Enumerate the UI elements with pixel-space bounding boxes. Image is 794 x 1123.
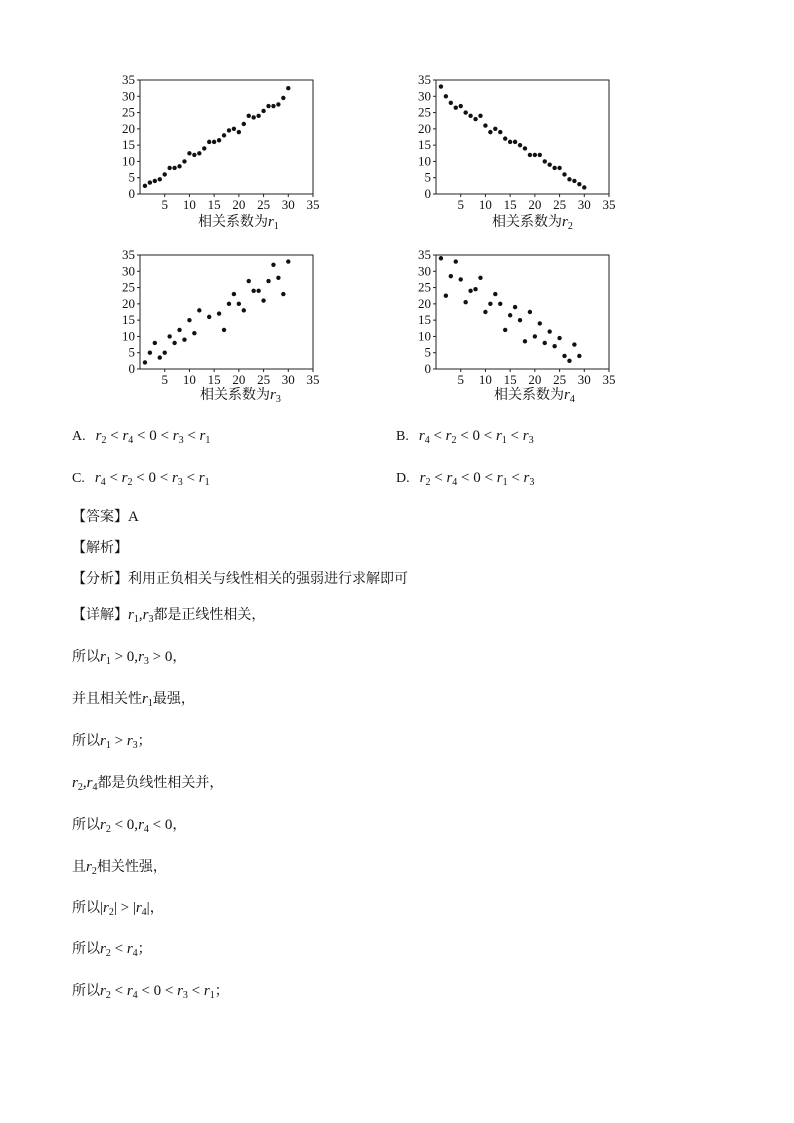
option-a[interactable]: A. $r_2 < r_4 < 0 < r_3 < r_1$ — [72, 428, 211, 446]
scatter-plot-r4 — [400, 245, 660, 385]
data-point — [543, 159, 547, 163]
data-point — [217, 311, 221, 315]
x-tick-label: 10 — [478, 197, 492, 212]
y-tick-label: 0 — [424, 361, 431, 376]
y-tick-label: 35 — [418, 247, 431, 262]
y-tick-label: 25 — [122, 279, 135, 295]
var-r4: r — [418, 428, 425, 444]
x-tick-label: 15 — [207, 197, 221, 212]
data-point — [158, 177, 162, 181]
data-point — [242, 308, 246, 312]
detail-line-10: 所以$r_2 < r_4 < 0 < r_3 < r_1$； — [72, 983, 229, 1001]
caption-r4: 相关系数为$r_4$ — [494, 387, 575, 405]
y-tick-label: 15 — [122, 312, 135, 328]
data-point — [449, 274, 453, 278]
data-point — [513, 140, 517, 144]
data-point — [498, 130, 502, 134]
data-point — [567, 177, 571, 181]
x-tick-label: 10 — [182, 372, 196, 387]
var-r3: r — [523, 470, 530, 486]
var-r4: r — [122, 428, 129, 444]
data-point — [552, 344, 556, 348]
y-tick-label: 25 — [122, 104, 135, 120]
data-point — [473, 117, 477, 121]
data-point — [251, 289, 255, 293]
data-point — [468, 114, 472, 118]
data-point — [177, 328, 181, 332]
data-point — [439, 84, 443, 88]
data-point — [572, 342, 576, 346]
x-tick-label: 25 — [257, 372, 271, 387]
x-tick-label: 30 — [577, 197, 591, 212]
data-point — [148, 351, 152, 355]
x-tick-label: 10 — [478, 372, 492, 387]
data-point — [276, 276, 280, 280]
data-point — [177, 164, 181, 168]
x-tick-label: 25 — [553, 197, 567, 212]
data-point — [172, 166, 176, 170]
data-point — [286, 259, 290, 263]
data-point — [582, 185, 586, 189]
y-tick-label: 20 — [418, 295, 431, 311]
y-tick-label: 15 — [122, 137, 135, 153]
x-tick-label: 30 — [281, 372, 295, 387]
data-point — [167, 166, 171, 170]
data-point — [232, 292, 236, 296]
data-point — [197, 308, 201, 312]
y-tick-label: 35 — [122, 72, 135, 87]
data-point — [143, 184, 147, 188]
data-point — [493, 127, 497, 131]
data-point — [207, 140, 211, 144]
y-tick-label: 10 — [418, 328, 431, 344]
data-point — [454, 105, 458, 109]
data-point — [547, 329, 551, 333]
data-point — [192, 153, 196, 157]
x-tick-label: 35 — [306, 372, 320, 387]
data-point — [533, 153, 537, 157]
data-point — [158, 355, 162, 359]
y-tick-label: 0 — [128, 186, 135, 201]
data-point — [247, 279, 251, 283]
y-tick-label: 5 — [128, 169, 135, 185]
data-point — [444, 94, 448, 98]
data-point — [286, 86, 290, 90]
data-point — [271, 104, 275, 108]
data-point — [202, 146, 206, 150]
data-point — [261, 109, 265, 113]
data-point — [242, 122, 246, 126]
data-point — [562, 172, 566, 176]
y-tick-label: 15 — [418, 137, 431, 153]
x-tick-label: 25 — [257, 197, 271, 212]
y-tick-label: 20 — [122, 295, 135, 311]
data-point — [513, 305, 517, 309]
detail-line-7: 且$r_2$相关性强， — [72, 859, 167, 877]
data-point — [217, 138, 221, 142]
data-point — [276, 102, 280, 106]
detail-line-9: 所以$r_2 < r_4$； — [72, 941, 152, 959]
data-point — [237, 302, 241, 306]
x-tick-label: 10 — [182, 197, 196, 212]
y-tick-label: 30 — [418, 88, 431, 104]
y-tick-label: 10 — [418, 153, 431, 169]
data-point — [187, 151, 191, 155]
x-tick-label: 5 — [457, 197, 464, 212]
data-point — [493, 292, 497, 296]
data-point — [577, 354, 581, 358]
y-tick-label: 35 — [418, 72, 431, 87]
data-point — [562, 354, 566, 358]
analysis-heading: 【解析】 — [72, 540, 128, 556]
data-point — [528, 153, 532, 157]
x-tick-label: 20 — [528, 372, 542, 387]
data-point — [508, 313, 512, 317]
data-point — [197, 151, 201, 155]
option-expr: $r_4 < r_2 < 0 < r_1 < r_3$ — [418, 428, 534, 446]
data-point — [557, 166, 561, 170]
data-point — [212, 140, 216, 144]
data-point — [266, 279, 270, 283]
data-point — [498, 302, 502, 306]
data-point — [153, 179, 157, 183]
var-r3: r — [522, 428, 529, 444]
var-r4: r — [94, 470, 101, 486]
y-tick-label: 10 — [122, 328, 135, 344]
data-point — [271, 263, 275, 267]
data-point — [518, 143, 522, 147]
scatter-plot-r3 — [104, 245, 364, 385]
caption-r1: 相关系数为$r_1$ — [198, 214, 279, 232]
y-tick-label: 5 — [424, 344, 431, 360]
data-point — [463, 300, 467, 304]
data-point — [518, 318, 522, 322]
plot-frame — [436, 255, 609, 369]
y-tick-label: 0 — [128, 361, 135, 376]
detail-line-2: 所以$r_1 > 0,r_3 > 0$， — [72, 649, 187, 667]
data-point — [488, 130, 492, 134]
data-point — [547, 162, 551, 166]
detail-line-8: 所以$|r_2| > |r_4|$， — [72, 900, 164, 918]
x-tick-label: 35 — [602, 197, 616, 212]
data-point — [449, 101, 453, 105]
plot-frame — [140, 80, 313, 194]
data-point — [478, 114, 482, 118]
data-point — [523, 146, 527, 150]
data-point — [143, 360, 147, 364]
y-tick-label: 30 — [122, 88, 135, 104]
option-c[interactable]: C. $r_4 < r_2 < 0 < r_3 < r_1$ — [72, 470, 210, 488]
y-tick-label: 10 — [122, 153, 135, 169]
x-tick-label: 5 — [161, 372, 168, 387]
var-r2: r — [121, 470, 128, 486]
y-tick-label: 25 — [418, 104, 431, 120]
data-point — [251, 115, 255, 119]
data-point — [538, 153, 542, 157]
var-r1: r — [495, 428, 502, 444]
data-point — [572, 179, 576, 183]
data-point — [454, 259, 458, 263]
data-point — [567, 359, 571, 363]
data-point — [281, 292, 285, 296]
data-point — [478, 276, 482, 280]
var-r2: r — [95, 428, 102, 444]
plot-frame — [436, 80, 609, 194]
data-point — [227, 128, 231, 132]
data-point — [503, 328, 507, 332]
detail-line-5: $r_2,r_4$都是负线性相关并， — [72, 775, 224, 793]
var-r4: r — [446, 470, 453, 486]
x-tick-label: 15 — [207, 372, 221, 387]
answer-line: 【答案】A — [72, 509, 139, 525]
data-point — [459, 277, 463, 281]
x-tick-label: 25 — [553, 372, 567, 387]
data-point — [577, 182, 581, 186]
x-tick-label: 35 — [306, 197, 320, 212]
var-r3: r — [172, 428, 179, 444]
data-point — [473, 287, 477, 291]
y-tick-label: 30 — [122, 263, 135, 279]
data-point — [538, 321, 542, 325]
x-tick-label: 35 — [602, 372, 616, 387]
data-point — [148, 180, 152, 184]
var-r2: r — [419, 470, 426, 486]
data-point — [483, 310, 487, 314]
data-point — [167, 334, 171, 338]
caption-r2: 相关系数为$r_2$ — [492, 214, 573, 232]
data-point — [232, 127, 236, 131]
option-b[interactable]: B. $r_4 < r_2 < 0 < r_1 < r_3$ — [396, 428, 534, 446]
y-tick-label: 5 — [128, 344, 135, 360]
data-point — [192, 331, 196, 335]
data-point — [503, 136, 507, 140]
data-point — [488, 302, 492, 306]
var-r1: r — [496, 470, 503, 486]
x-tick-label: 15 — [503, 372, 517, 387]
y-tick-label: 30 — [418, 263, 431, 279]
data-point — [222, 133, 226, 137]
detail-line-1: 【详解】$r_1,r_3$都是正线性相关， — [72, 607, 266, 625]
data-point — [528, 310, 532, 314]
data-point — [533, 334, 537, 338]
x-tick-label: 20 — [232, 372, 246, 387]
data-point — [207, 315, 211, 319]
var-r2: r — [445, 428, 452, 444]
y-tick-label: 25 — [418, 279, 431, 295]
scatter-plot-r1 — [104, 70, 364, 210]
scatter-plot-r2 — [400, 70, 660, 210]
var-r3: r — [171, 470, 178, 486]
y-tick-label: 5 — [424, 169, 431, 185]
y-tick-label: 15 — [418, 312, 431, 328]
fenxi-line: 【分析】利用正负相关与线性相关的强弱进行求解即可 — [72, 571, 408, 587]
data-point — [237, 130, 241, 134]
data-point — [261, 298, 265, 302]
data-point — [153, 341, 157, 345]
option-d[interactable]: D. $r_2 < r_4 < 0 < r_1 < r_3$ — [396, 470, 535, 488]
data-point — [483, 123, 487, 127]
data-point — [222, 328, 226, 332]
x-tick-label: 5 — [161, 197, 168, 212]
x-tick-label: 5 — [457, 372, 464, 387]
option-expr: $r_4 < r_2 < 0 < r_3 < r_1$ — [94, 470, 210, 488]
y-tick-label: 20 — [122, 120, 135, 136]
y-tick-label: 0 — [424, 186, 431, 201]
detail-line-3: 并且相关性$r_1$最强， — [72, 691, 195, 709]
data-point — [256, 114, 260, 118]
data-point — [459, 104, 463, 108]
data-point — [552, 166, 556, 170]
var-r1: r — [199, 428, 206, 444]
x-tick-label: 20 — [528, 197, 542, 212]
data-point — [543, 341, 547, 345]
data-point — [439, 256, 443, 260]
data-point — [172, 341, 176, 345]
option-expr: $r_2 < r_4 < 0 < r_3 < r_1$ — [95, 428, 211, 446]
detail-line-4: 所以$r_1 > r_3$； — [72, 733, 152, 751]
data-point — [227, 302, 231, 306]
x-tick-label: 20 — [232, 197, 246, 212]
x-tick-label: 30 — [577, 372, 591, 387]
data-point — [247, 114, 251, 118]
y-tick-label: 20 — [418, 120, 431, 136]
data-point — [182, 159, 186, 163]
data-point — [444, 294, 448, 298]
var-r1: r — [198, 470, 205, 486]
option-expr: $r_2 < r_4 < 0 < r_1 < r_3$ — [419, 470, 535, 488]
x-tick-label: 30 — [281, 197, 295, 212]
x-tick-label: 15 — [503, 197, 517, 212]
data-point — [256, 289, 260, 293]
y-tick-label: 35 — [122, 247, 135, 262]
data-point — [187, 318, 191, 322]
data-point — [463, 110, 467, 114]
data-point — [266, 104, 270, 108]
data-point — [468, 289, 472, 293]
data-point — [557, 336, 561, 340]
data-point — [281, 96, 285, 100]
caption-r3: 相关系数为$r_3$ — [200, 387, 281, 405]
data-point — [523, 339, 527, 343]
data-point — [163, 172, 167, 176]
data-point — [163, 351, 167, 355]
data-point — [182, 337, 186, 341]
detail-line-6: 所以$r_2 < 0,r_4 < 0$， — [72, 817, 187, 835]
data-point — [508, 140, 512, 144]
